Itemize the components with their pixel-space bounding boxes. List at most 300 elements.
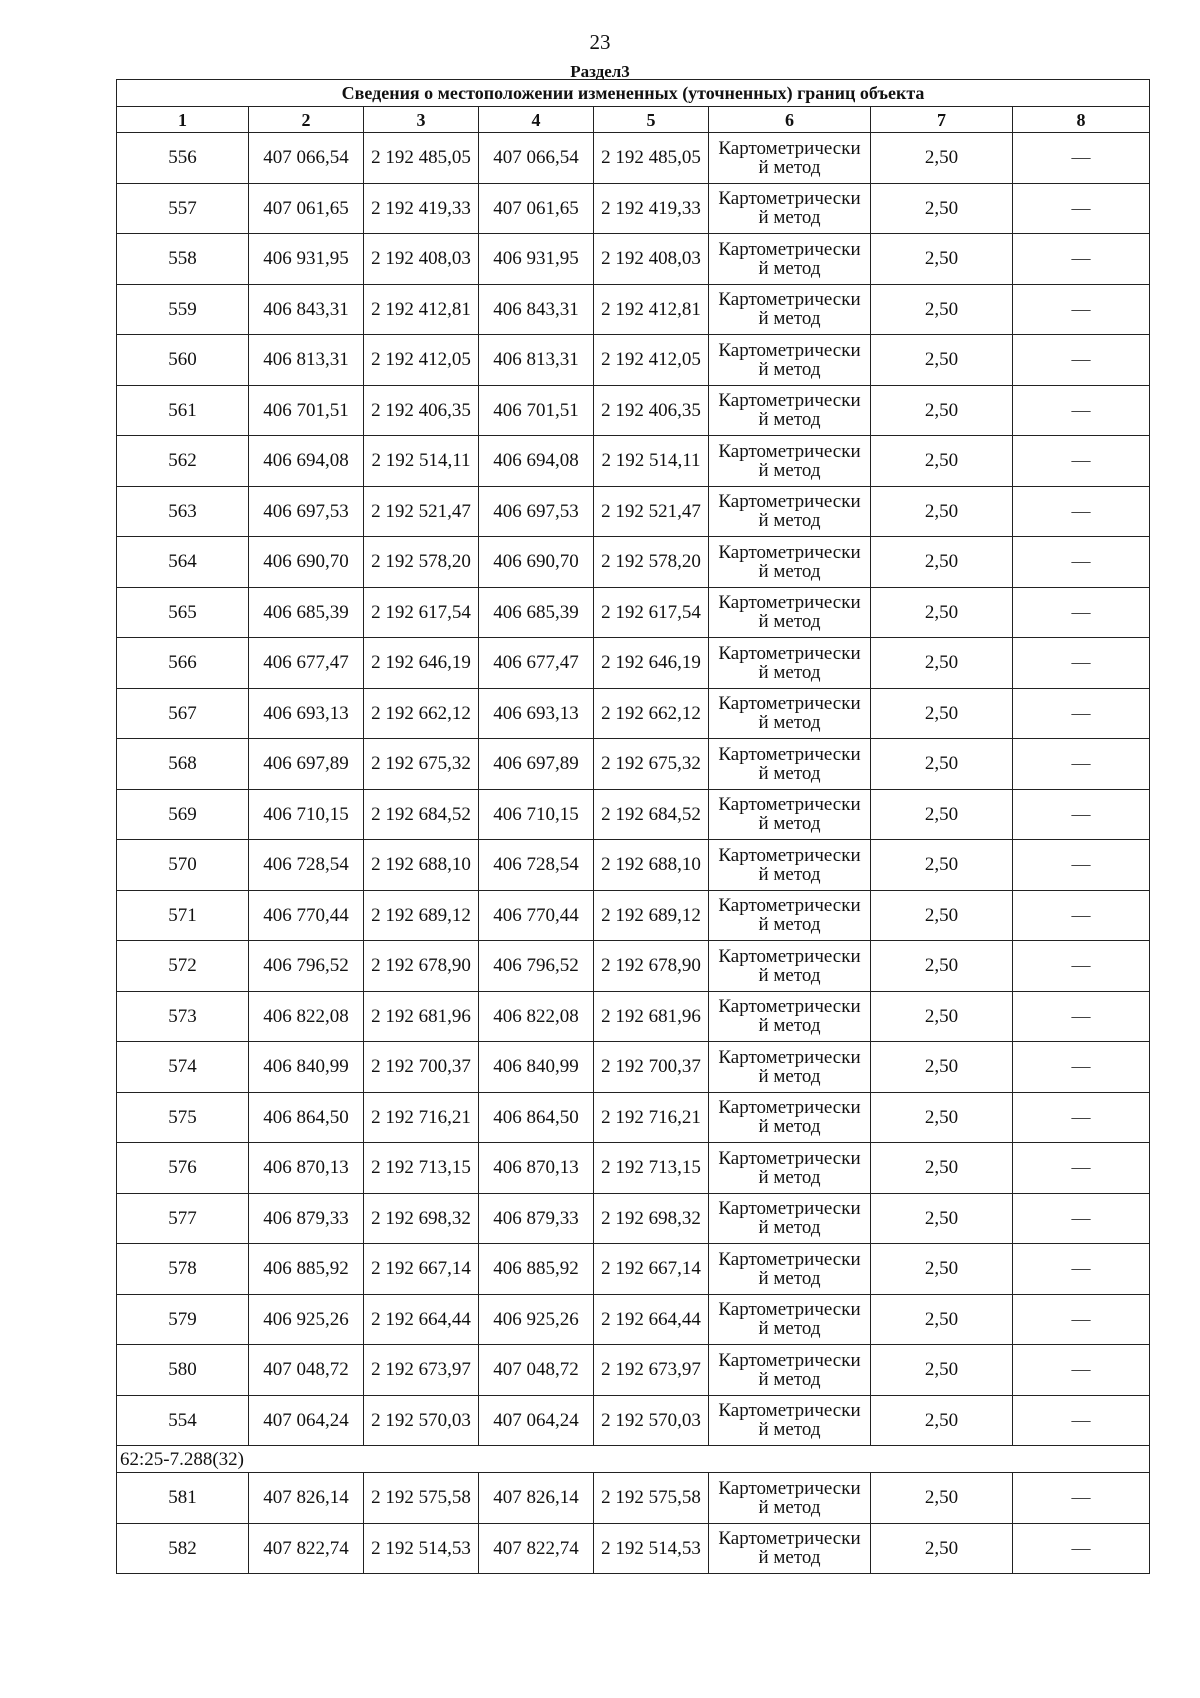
accuracy-cell: 2,50	[871, 789, 1013, 840]
x-existing: 406 728,54	[249, 840, 364, 891]
column-header: 2	[249, 107, 364, 133]
y-existing: 2 192 700,37	[364, 1042, 479, 1093]
x-new: 406 728,54	[479, 840, 594, 891]
description-cell: —	[1013, 1042, 1150, 1093]
y-new: 2 192 408,03	[594, 234, 709, 285]
accuracy-cell: 2,50	[871, 688, 1013, 739]
x-new: 406 693,13	[479, 688, 594, 739]
y-existing: 2 192 514,53	[364, 1523, 479, 1574]
method-line-1: Картометрически	[718, 895, 861, 917]
table-row	[117, 133, 1150, 184]
table-row	[117, 1092, 1150, 1143]
method-line-2: й метод	[758, 1166, 821, 1188]
accuracy-cell: 2,50	[871, 537, 1013, 588]
accuracy-cell: 2,50	[871, 991, 1013, 1042]
description-cell: —	[1013, 335, 1150, 386]
accuracy-cell: 2,50	[871, 385, 1013, 436]
y-new: 2 192 673,97	[594, 1345, 709, 1396]
y-existing: 2 192 688,10	[364, 840, 479, 891]
description-cell: —	[1013, 638, 1150, 689]
point-number: 570	[117, 840, 249, 891]
description-cell: —	[1013, 1345, 1150, 1396]
accuracy-cell: 2,50	[871, 1244, 1013, 1295]
point-number: 576	[117, 1143, 249, 1194]
method-line-1: Картометрически	[718, 945, 861, 967]
point-number: 575	[117, 1092, 249, 1143]
y-new: 2 192 684,52	[594, 789, 709, 840]
x-new: 406 694,08	[479, 436, 594, 487]
method-cell	[709, 486, 871, 537]
x-existing: 406 701,51	[249, 385, 364, 436]
accuracy-cell: 2,50	[871, 1395, 1013, 1446]
description-cell: —	[1013, 1092, 1150, 1143]
x-new: 406 796,52	[479, 941, 594, 992]
method-line-2: й метод	[758, 308, 821, 330]
x-new: 406 885,92	[479, 1244, 594, 1295]
description-cell: —	[1013, 739, 1150, 790]
table-row	[117, 486, 1150, 537]
method-cell	[709, 890, 871, 941]
accuracy-cell: 2,50	[871, 587, 1013, 638]
point-number: 579	[117, 1294, 249, 1345]
method-line-1: Картометрически	[718, 844, 861, 866]
method-line-1: Картометрически	[718, 1528, 861, 1550]
table-row	[117, 638, 1150, 689]
point-number: 569	[117, 789, 249, 840]
method-line-1: Картометрически	[718, 1046, 861, 1068]
accuracy-cell: 2,50	[871, 890, 1013, 941]
description-cell: —	[1013, 941, 1150, 992]
method-line-1: Картометрически	[718, 390, 861, 412]
x-existing: 407 826,14	[249, 1473, 364, 1524]
x-existing: 406 864,50	[249, 1092, 364, 1143]
x-new: 406 822,08	[479, 991, 594, 1042]
point-number: 572	[117, 941, 249, 992]
x-existing: 406 822,08	[249, 991, 364, 1042]
point-number: 562	[117, 436, 249, 487]
method-line-1: Картометрически	[718, 1400, 861, 1422]
y-existing: 2 192 406,35	[364, 385, 479, 436]
table-row	[117, 183, 1150, 234]
accuracy-cell: 2,50	[871, 1294, 1013, 1345]
method-cell	[709, 385, 871, 436]
x-existing: 406 879,33	[249, 1193, 364, 1244]
accuracy-cell: 2,50	[871, 739, 1013, 790]
section-label: Раздел3	[570, 62, 630, 81]
y-existing: 2 192 681,96	[364, 991, 479, 1042]
method-line-1: Картометрически	[718, 339, 861, 361]
point-number: 574	[117, 1042, 249, 1093]
description-cell: —	[1013, 1523, 1150, 1574]
point-number: 565	[117, 587, 249, 638]
x-new: 406 770,44	[479, 890, 594, 941]
y-existing: 2 192 673,97	[364, 1345, 479, 1396]
method-cell	[709, 234, 871, 285]
method-cell	[709, 1294, 871, 1345]
x-new: 406 701,51	[479, 385, 594, 436]
method-cell	[709, 1042, 871, 1093]
point-number: 558	[117, 234, 249, 285]
method-line-2: й метод	[758, 358, 821, 380]
description-cell: —	[1013, 1244, 1150, 1295]
point-number: 556	[117, 133, 249, 184]
x-new: 406 931,95	[479, 234, 594, 285]
point-number: 578	[117, 1244, 249, 1295]
x-existing: 406 694,08	[249, 436, 364, 487]
method-line-1: Картометрически	[718, 1097, 861, 1119]
x-new: 406 813,31	[479, 335, 594, 386]
method-line-1: Картометрически	[718, 1299, 861, 1321]
x-existing: 406 693,13	[249, 688, 364, 739]
point-number: 557	[117, 183, 249, 234]
y-new: 2 192 419,33	[594, 183, 709, 234]
column-header: 3	[364, 107, 479, 133]
y-existing: 2 192 578,20	[364, 537, 479, 588]
table-row	[117, 1395, 1150, 1446]
y-new: 2 192 617,54	[594, 587, 709, 638]
x-existing: 406 870,13	[249, 1143, 364, 1194]
y-existing: 2 192 521,47	[364, 486, 479, 537]
point-number: 567	[117, 688, 249, 739]
y-existing: 2 192 698,32	[364, 1193, 479, 1244]
accuracy-cell: 2,50	[871, 1193, 1013, 1244]
description-cell: —	[1013, 486, 1150, 537]
x-new: 406 840,99	[479, 1042, 594, 1093]
description-cell: —	[1013, 284, 1150, 335]
method-cell	[709, 991, 871, 1042]
method-line-2: й метод	[758, 207, 821, 229]
method-line-1: Картометрически	[718, 1198, 861, 1220]
method-line-2: й метод	[758, 1065, 821, 1087]
y-new: 2 192 575,58	[594, 1473, 709, 1524]
accuracy-cell: 2,50	[871, 1473, 1013, 1524]
x-new: 406 710,15	[479, 789, 594, 840]
method-line-1: Картометрически	[718, 188, 861, 210]
x-new: 407 066,54	[479, 133, 594, 184]
x-new: 407 048,72	[479, 1345, 594, 1396]
description-cell: —	[1013, 688, 1150, 739]
accuracy-cell: 2,50	[871, 1092, 1013, 1143]
x-existing: 407 048,72	[249, 1345, 364, 1396]
accuracy-cell: 2,50	[871, 941, 1013, 992]
method-line-2: й метод	[758, 409, 821, 431]
x-existing: 406 813,31	[249, 335, 364, 386]
method-cell	[709, 840, 871, 891]
table-row	[117, 587, 1150, 638]
x-existing: 406 697,89	[249, 739, 364, 790]
method-line-2: й метод	[758, 762, 821, 784]
y-existing: 2 192 664,44	[364, 1294, 479, 1345]
accuracy-cell: 2,50	[871, 1345, 1013, 1396]
method-cell	[709, 638, 871, 689]
accuracy-cell: 2,50	[871, 284, 1013, 335]
table-row	[117, 436, 1150, 487]
accuracy-cell: 2,50	[871, 133, 1013, 184]
description-cell: —	[1013, 1143, 1150, 1194]
y-existing: 2 192 575,58	[364, 1473, 479, 1524]
method-line-2: й метод	[758, 156, 821, 178]
y-existing: 2 192 689,12	[364, 890, 479, 941]
method-line-2: й метод	[758, 661, 821, 683]
method-cell	[709, 1193, 871, 1244]
method-line-1: Картометрически	[718, 1477, 861, 1499]
description-cell: —	[1013, 587, 1150, 638]
description-cell: —	[1013, 1294, 1150, 1345]
y-existing: 2 192 485,05	[364, 133, 479, 184]
method-line-1: Картометрически	[718, 491, 861, 513]
y-new: 2 192 570,03	[594, 1395, 709, 1446]
y-existing: 2 192 570,03	[364, 1395, 479, 1446]
table-row	[117, 234, 1150, 285]
point-number: 568	[117, 739, 249, 790]
point-number: 560	[117, 335, 249, 386]
y-existing: 2 192 684,52	[364, 789, 479, 840]
method-line-1: Картометрически	[718, 743, 861, 765]
x-new: 406 879,33	[479, 1193, 594, 1244]
boundary-table	[116, 79, 1150, 1574]
column-header: 4	[479, 107, 594, 133]
accuracy-cell: 2,50	[871, 638, 1013, 689]
method-line-2: й метод	[758, 1318, 821, 1340]
point-number: 582	[117, 1523, 249, 1574]
description-cell: —	[1013, 890, 1150, 941]
method-line-1: Картометрически	[718, 541, 861, 563]
x-new: 406 697,89	[479, 739, 594, 790]
accuracy-cell: 2,50	[871, 234, 1013, 285]
method-line-2: й метод	[758, 1419, 821, 1441]
y-new: 2 192 698,32	[594, 1193, 709, 1244]
x-new: 407 822,74	[479, 1523, 594, 1574]
method-line-1: Картометрически	[718, 440, 861, 462]
accuracy-cell: 2,50	[871, 840, 1013, 891]
table-row	[117, 739, 1150, 790]
method-cell	[709, 1473, 871, 1524]
y-existing: 2 192 412,81	[364, 284, 479, 335]
point-number: 563	[117, 486, 249, 537]
accuracy-cell: 2,50	[871, 335, 1013, 386]
description-cell: —	[1013, 1193, 1150, 1244]
method-line-2: й метод	[758, 1217, 821, 1239]
point-number: 561	[117, 385, 249, 436]
method-line-2: й метод	[758, 863, 821, 885]
description-cell: —	[1013, 133, 1150, 184]
method-line-1: Картометрически	[718, 238, 861, 260]
accuracy-cell: 2,50	[871, 436, 1013, 487]
y-new: 2 192 514,11	[594, 436, 709, 487]
y-new: 2 192 689,12	[594, 890, 709, 941]
table-row	[117, 1523, 1150, 1574]
method-cell	[709, 1092, 871, 1143]
x-existing: 407 822,74	[249, 1523, 364, 1574]
x-existing: 406 840,99	[249, 1042, 364, 1093]
y-existing: 2 192 408,03	[364, 234, 479, 285]
table-row	[117, 1294, 1150, 1345]
table-row	[117, 890, 1150, 941]
method-line-2: й метод	[758, 257, 821, 279]
description-cell: —	[1013, 1395, 1150, 1446]
y-existing: 2 192 675,32	[364, 739, 479, 790]
point-number: 566	[117, 638, 249, 689]
table-row	[117, 789, 1150, 840]
method-cell	[709, 1523, 871, 1574]
method-cell	[709, 335, 871, 386]
point-number: 577	[117, 1193, 249, 1244]
x-new: 406 843,31	[479, 284, 594, 335]
point-number: 581	[117, 1473, 249, 1524]
description-cell: —	[1013, 991, 1150, 1042]
page-number: 23	[589, 30, 611, 54]
y-new: 2 192 412,05	[594, 335, 709, 386]
table-row	[117, 1143, 1150, 1194]
x-new: 406 925,26	[479, 1294, 594, 1345]
y-new: 2 192 667,14	[594, 1244, 709, 1295]
method-cell	[709, 537, 871, 588]
y-existing: 2 192 646,19	[364, 638, 479, 689]
group-label: 62:25-7.288(32)	[117, 1446, 1150, 1473]
x-existing: 406 796,52	[249, 941, 364, 992]
description-cell: —	[1013, 234, 1150, 285]
x-new: 406 864,50	[479, 1092, 594, 1143]
accuracy-cell: 2,50	[871, 1523, 1013, 1574]
x-existing: 406 690,70	[249, 537, 364, 588]
method-line-2: й метод	[758, 1267, 821, 1289]
method-line-2: й метод	[758, 1496, 821, 1518]
method-cell	[709, 789, 871, 840]
method-cell	[709, 183, 871, 234]
table-row	[117, 688, 1150, 739]
table-row	[117, 1473, 1150, 1524]
column-header-row	[117, 107, 1150, 133]
method-cell	[709, 284, 871, 335]
method-cell	[709, 1143, 871, 1194]
y-new: 2 192 664,44	[594, 1294, 709, 1345]
description-cell: —	[1013, 1473, 1150, 1524]
y-new: 2 192 662,12	[594, 688, 709, 739]
y-new: 2 192 681,96	[594, 991, 709, 1042]
x-new: 407 061,65	[479, 183, 594, 234]
x-existing: 407 061,65	[249, 183, 364, 234]
y-new: 2 192 700,37	[594, 1042, 709, 1093]
description-cell: —	[1013, 789, 1150, 840]
y-existing: 2 192 617,54	[364, 587, 479, 638]
description-cell: —	[1013, 436, 1150, 487]
method-line-1: Картометрически	[718, 592, 861, 614]
point-number: 559	[117, 284, 249, 335]
point-number: 554	[117, 1395, 249, 1446]
table-row	[117, 840, 1150, 891]
table-row	[117, 284, 1150, 335]
method-line-2: й метод	[758, 560, 821, 582]
x-new: 407 826,14	[479, 1473, 594, 1524]
y-new: 2 192 514,53	[594, 1523, 709, 1574]
table-row	[117, 1244, 1150, 1295]
x-existing: 406 843,31	[249, 284, 364, 335]
table-row	[117, 335, 1150, 386]
y-existing: 2 192 678,90	[364, 941, 479, 992]
x-existing: 406 710,15	[249, 789, 364, 840]
x-existing: 407 064,24	[249, 1395, 364, 1446]
y-existing: 2 192 713,15	[364, 1143, 479, 1194]
column-header: 7	[871, 107, 1013, 133]
method-cell	[709, 688, 871, 739]
table-row	[117, 385, 1150, 436]
column-header: 8	[1013, 107, 1150, 133]
x-new: 406 690,70	[479, 537, 594, 588]
method-line-1: Картометрически	[718, 996, 861, 1018]
method-cell	[709, 436, 871, 487]
method-line-2: й метод	[758, 611, 821, 633]
y-existing: 2 192 412,05	[364, 335, 479, 386]
y-new: 2 192 713,15	[594, 1143, 709, 1194]
method-line-2: й метод	[758, 1368, 821, 1390]
y-new: 2 192 678,90	[594, 941, 709, 992]
accuracy-cell: 2,50	[871, 486, 1013, 537]
method-cell	[709, 1244, 871, 1295]
accuracy-cell: 2,50	[871, 1042, 1013, 1093]
x-existing: 406 685,39	[249, 587, 364, 638]
method-line-1: Картометрически	[718, 1147, 861, 1169]
point-number: 564	[117, 537, 249, 588]
table-title-row	[117, 80, 1150, 107]
point-number: 571	[117, 890, 249, 941]
method-line-1: Картометрически	[718, 137, 861, 159]
table-row	[117, 1042, 1150, 1093]
method-line-1: Картометрически	[718, 642, 861, 664]
y-new: 2 192 675,32	[594, 739, 709, 790]
y-new: 2 192 406,35	[594, 385, 709, 436]
table-row	[117, 537, 1150, 588]
description-cell: —	[1013, 840, 1150, 891]
method-cell	[709, 941, 871, 992]
y-existing: 2 192 716,21	[364, 1092, 479, 1143]
method-cell	[709, 739, 871, 790]
x-existing: 406 931,95	[249, 234, 364, 285]
y-new: 2 192 646,19	[594, 638, 709, 689]
x-existing: 407 066,54	[249, 133, 364, 184]
table-row	[117, 1193, 1150, 1244]
method-line-2: й метод	[758, 459, 821, 481]
point-number: 580	[117, 1345, 249, 1396]
x-existing: 406 677,47	[249, 638, 364, 689]
y-new: 2 192 716,21	[594, 1092, 709, 1143]
x-new: 407 064,24	[479, 1395, 594, 1446]
method-line-2: й метод	[758, 510, 821, 532]
y-new: 2 192 521,47	[594, 486, 709, 537]
y-new: 2 192 485,05	[594, 133, 709, 184]
description-cell: —	[1013, 385, 1150, 436]
method-line-2: й метод	[758, 1015, 821, 1037]
method-line-2: й метод	[758, 914, 821, 936]
method-line-2: й метод	[758, 1116, 821, 1138]
y-new: 2 192 578,20	[594, 537, 709, 588]
method-cell	[709, 1395, 871, 1446]
x-new: 406 677,47	[479, 638, 594, 689]
x-new: 406 697,53	[479, 486, 594, 537]
method-cell	[709, 587, 871, 638]
x-new: 406 685,39	[479, 587, 594, 638]
point-number: 573	[117, 991, 249, 1042]
x-existing: 406 770,44	[249, 890, 364, 941]
method-line-2: й метод	[758, 712, 821, 734]
description-cell: —	[1013, 183, 1150, 234]
method-cell	[709, 133, 871, 184]
x-existing: 406 925,26	[249, 1294, 364, 1345]
y-new: 2 192 688,10	[594, 840, 709, 891]
y-new: 2 192 412,81	[594, 284, 709, 335]
method-cell	[709, 1345, 871, 1396]
method-line-1: Картометрически	[718, 1248, 861, 1270]
description-cell: —	[1013, 537, 1150, 588]
